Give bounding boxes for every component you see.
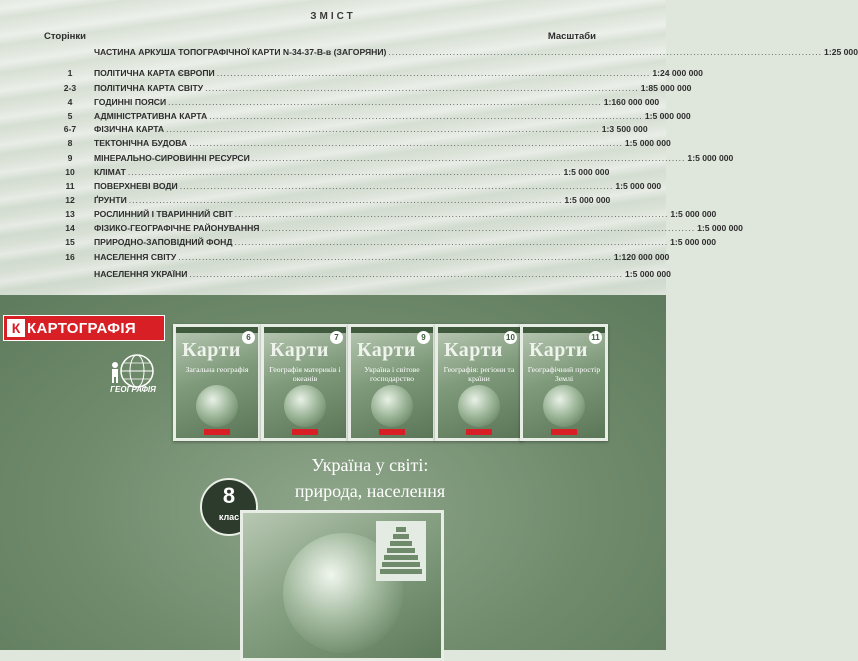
toc-entry-title: ТЕКТОНІЧНА БУДОВА <box>94 138 188 148</box>
toc-row[interactable] <box>0 250 670 264</box>
toc-page-number: 10 <box>65 167 75 177</box>
toc-entry-title: НАСЕЛЕННЯ УКРАЇНИ <box>94 269 188 279</box>
toc-leader-dots: ................................................................................................................................ <box>209 111 643 121</box>
toc-page-number: 13 <box>65 209 75 219</box>
toc-leader-dots: ................................................................................................................................ <box>166 124 600 134</box>
toc-page-number: 12 <box>65 195 75 205</box>
toc-leader-dots: ................................................................................................................................ <box>261 223 696 233</box>
toc-leader-dots: ................................................................................................................................ <box>127 167 562 177</box>
toc-row[interactable] <box>0 81 692 95</box>
toc-leader-dots: ................................................................................................................................ <box>234 237 669 247</box>
pages-column-header: Сторінки <box>44 31 86 42</box>
book-grade-badge: 11 <box>589 331 602 344</box>
toc-entry-scale: 1:25 000 <box>824 47 858 57</box>
toc-page-number: 16 <box>65 252 75 262</box>
toc-row[interactable] <box>0 109 691 123</box>
book-grade-badge: 9 <box>417 331 430 344</box>
toc-leader-dots: ................................................................................................................................ <box>128 195 563 205</box>
grade-word: клас <box>218 512 240 522</box>
toc-row[interactable] <box>0 165 666 179</box>
toc-row[interactable] <box>0 95 666 109</box>
geography-label: ГЕОГРАФІЯ <box>110 385 156 394</box>
book-subtitle: Загальна географія <box>185 365 249 374</box>
toc-leader-dots: ................................................................................................................................ <box>189 269 624 279</box>
toc-page-number: 11 <box>65 181 75 191</box>
toc-leader-dots: ................................................................................................................................ <box>216 68 651 78</box>
toc-entry-scale: 1:5 000 000 <box>625 269 671 279</box>
atlas-book-grade-7[interactable] <box>261 324 349 441</box>
book-grade-badge: 7 <box>330 331 343 344</box>
book-subtitle: Географія: регіони та країни <box>443 365 515 383</box>
logo-text: КАРТОГРАФІЯ <box>27 319 136 337</box>
toc-entry-scale: 1:5 000 000 <box>687 153 734 163</box>
toc-row[interactable] <box>0 221 743 235</box>
book-subtitle: Географія материків і океанів <box>269 365 341 383</box>
population-pyramid-icon <box>376 521 426 581</box>
toc-row[interactable] <box>0 45 858 59</box>
book-title: Карти <box>529 339 588 361</box>
toc-page-number: 2-3 <box>63 83 77 93</box>
toc-page-number: 6-7 <box>63 124 77 134</box>
toc-page-number: 1 <box>67 68 73 78</box>
globe-illustration <box>543 385 585 427</box>
toc-page-number: 9 <box>67 153 73 163</box>
toc-entry-title: МІНЕРАЛЬНО-СИРОВИННІ РЕСУРСИ <box>94 153 250 163</box>
toc-entry-scale: 1:5 000 000 <box>670 209 717 219</box>
toc-page-number: 8 <box>67 138 73 148</box>
kartografiya-logo[interactable] <box>3 315 165 341</box>
toc-entry-title: ПОВЕРХНЕВІ ВОДИ <box>94 181 178 191</box>
toc-row[interactable] <box>0 267 671 281</box>
atlas-book-grade-11[interactable] <box>520 324 608 441</box>
cover-title-line-2: природа, населення <box>294 481 446 501</box>
globe-illustration <box>196 385 238 427</box>
cover-collage-image <box>240 510 444 661</box>
toc-leader-dots: ................................................................................................................................ <box>179 181 614 191</box>
book-brand-mark <box>204 429 230 435</box>
toc-entry-title: ПОЛІТИЧНА КАРТА СВІТУ <box>94 83 204 93</box>
toc-entry-scale: 1:85 000 000 <box>640 83 692 93</box>
book-title: Карти <box>270 339 329 361</box>
toc-entry-title: ГОДИННІ ПОЯСИ <box>94 97 167 107</box>
book-grade-badge: 6 <box>242 331 255 344</box>
toc-page-number: 15 <box>65 237 75 247</box>
book-brand-mark <box>466 429 492 435</box>
toc-entry-scale: 1:3 500 000 <box>601 124 648 134</box>
book-brand-mark <box>379 429 405 435</box>
toc-entry-scale: 1:24 000 000 <box>652 68 703 78</box>
toc-page-number: 5 <box>67 111 73 121</box>
toc-entry-scale: 1:5 000 000 <box>563 167 610 177</box>
book-brand-mark <box>292 429 318 435</box>
toc-entry-scale: 1:5 000 000 <box>697 223 743 233</box>
cover-title-line-1: Україна у світі: <box>311 455 429 475</box>
toc-entry-title: ФІЗИЧНА КАРТА <box>94 124 165 134</box>
globe-illustration <box>371 385 413 427</box>
toc-row[interactable] <box>0 179 666 193</box>
toc-entry-title: ПОЛІТИЧНА КАРТА ЄВРОПИ <box>94 68 215 78</box>
toc-leader-dots: ................................................................................................................................ <box>388 47 823 57</box>
contents-title: ЗМІСТ <box>310 11 356 22</box>
toc-row[interactable] <box>0 151 734 165</box>
atlas-book-grade-6[interactable] <box>173 324 261 441</box>
toc-entry-title: НАСЕЛЕННЯ СВІТУ <box>94 252 177 262</box>
back-cover <box>0 295 666 650</box>
toc-leader-dots: ................................................................................................................................ <box>234 209 669 219</box>
toc-entry-title: ПРИРОДНО-ЗАПОВІДНИЙ ФОНД <box>94 237 233 247</box>
toc-row[interactable] <box>0 136 671 150</box>
toc-leader-dots: ................................................................................................................................ <box>205 83 639 93</box>
toc-page-number: 4 <box>67 97 73 107</box>
grade-number: 8 <box>222 483 236 508</box>
toc-entry-title: ЧАСТИНА АРКУША ТОПОГРАФІЧНОЇ КАРТИ N-34-37-В-в (ЗАГОРЯНИ) <box>94 47 387 57</box>
book-subtitle: Географічний простір Землі <box>527 365 601 383</box>
atlas-book-grade-10[interactable] <box>435 324 523 441</box>
toc-entry-scale: 1:5 000 000 <box>644 111 691 121</box>
toc-leader-dots: ................................................................................................................................ <box>189 138 623 148</box>
toc-entry-scale: 1:5 000 000 <box>624 138 671 148</box>
atlas-book-grade-9[interactable] <box>348 324 436 441</box>
scales-column-header: Масштаби <box>547 31 596 42</box>
toc-entry-title: РОСЛИННИЙ І ТВАРИННИЙ СВІТ <box>94 209 233 219</box>
toc-entry-scale: 1:5 000 000 <box>564 195 611 205</box>
contents-panel <box>0 0 858 295</box>
toc-row[interactable] <box>0 235 716 249</box>
toc-row[interactable] <box>0 66 703 80</box>
toc-row[interactable] <box>0 193 666 207</box>
book-title: Карти <box>444 339 503 361</box>
logo-mark-icon: К <box>7 319 25 337</box>
toc-entry-title: ҐРУНТИ <box>94 195 127 205</box>
globe-illustration <box>458 385 500 427</box>
toc-entry-scale: 1:120 000 000 <box>613 252 670 262</box>
toc-entry-scale: 1:160 000 000 <box>603 97 660 107</box>
toc-entry-scale: 1:5 000 000 <box>615 181 662 191</box>
book-brand-mark <box>551 429 577 435</box>
toc-entry-title: ФІЗИКО-ГЕОГРАФІЧНЕ РАЙОНУВАННЯ <box>94 223 260 233</box>
globe-illustration <box>284 385 326 427</box>
toc-leader-dots: ................................................................................................................................ <box>251 153 686 163</box>
toc-leader-dots: ................................................................................................................................ <box>168 97 602 107</box>
toc-entry-scale: 1:5 000 000 <box>670 237 716 247</box>
book-title: Карти <box>357 339 416 361</box>
book-grade-badge: 10 <box>504 331 517 344</box>
toc-page-number: 14 <box>65 223 75 233</box>
toc-entry-title: АДМІНІСТРАТИВНА КАРТА <box>94 111 208 121</box>
toc-row[interactable] <box>0 122 666 136</box>
book-subtitle: Україна і світове господарство <box>364 365 420 383</box>
toc-leader-dots: ................................................................................................................................ <box>178 252 612 262</box>
book-title: Карти <box>182 339 241 361</box>
toc-entry-title: КЛІМАТ <box>94 167 126 177</box>
toc-row[interactable] <box>0 207 717 221</box>
